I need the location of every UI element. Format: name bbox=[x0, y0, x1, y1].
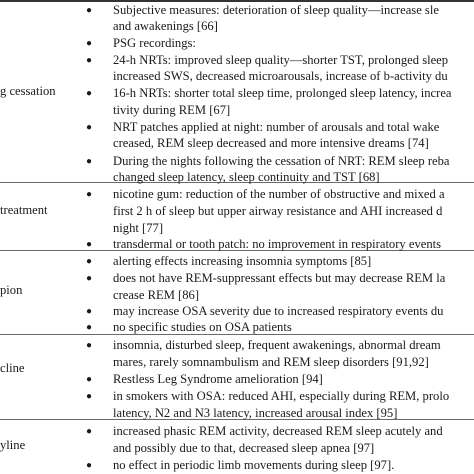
bullet-icon: ● bbox=[86, 273, 93, 284]
entry-line: does not have REM-suppressant effects but may decrease REM la bbox=[113, 271, 446, 285]
bullet-icon: ● bbox=[86, 374, 93, 385]
entry-line: in smokers with OSA: reduced AHI, especially during REM, prolo bbox=[113, 389, 450, 403]
bullet-icon: ● bbox=[86, 256, 93, 267]
bullet-icon: ● bbox=[86, 5, 93, 16]
entry-line: creased, REM sleep decreased and more intensive dreams [74] bbox=[113, 136, 429, 150]
entry-line: insomnia, disturbed sleep, frequent awakenings, abnormal dream bbox=[113, 338, 441, 352]
entry-line: and possibly due to that, decreased sleep apnea [97] bbox=[113, 441, 375, 455]
bullet-icon: ● bbox=[86, 38, 93, 49]
entry-line: nicotine gum: reduction of the number of obstructive and mixed a bbox=[113, 187, 445, 201]
entry-line: night [77] bbox=[113, 221, 164, 235]
entry-line: During the nights following the cessation of NRT: REM sleep reba bbox=[113, 154, 450, 168]
row-label: treatment bbox=[0, 203, 48, 217]
bullet-icon: ● bbox=[86, 88, 93, 99]
entry-line: NRT patches applied at night: number of arousals and total wake bbox=[113, 120, 440, 134]
bullet-icon: ● bbox=[86, 460, 93, 471]
bullet-icon: ● bbox=[86, 391, 93, 402]
entry-line: transdermal or tooth patch: no improvement in respiratory events bbox=[113, 237, 442, 251]
bullet-icon: ● bbox=[86, 55, 93, 66]
entry-line: tivity during REM [67] bbox=[113, 103, 231, 117]
entry-line: PSG recordings: bbox=[113, 36, 196, 50]
entry-line: 16-h NRTs: shorter total sleep time, prolonged sleep latency, increa bbox=[113, 86, 452, 100]
bullet-icon: ● bbox=[86, 306, 93, 317]
entry-line: 24-h NRTs: improved sleep quality—shorter TST, prolonged sleep bbox=[113, 53, 449, 67]
entry-line: may increase OSA severity due to increased respiratory events du bbox=[113, 304, 444, 318]
bullet-icon: ● bbox=[86, 189, 93, 200]
entry-line: no effect in periodic limb movements during sleep [97]. bbox=[113, 458, 395, 472]
entry-line: Subjective measures: deterioration of sleep quality—increase sle bbox=[113, 3, 439, 17]
row-label: pion bbox=[0, 283, 23, 297]
bullet-icon: ● bbox=[86, 322, 93, 333]
bullet-icon: ● bbox=[86, 340, 93, 351]
entry-line: crease REM [86] bbox=[113, 288, 200, 302]
bullet-icon: ● bbox=[86, 156, 93, 167]
entry-line: changed sleep latency, sleep continuity and TST [68] bbox=[113, 170, 380, 184]
entry-line: Restless Leg Syndrome amelioration [94] bbox=[113, 372, 323, 386]
entry-line: first 2 h of sleep but upper airway resistance and AHI increased d bbox=[113, 204, 443, 218]
entry-line: mares, rarely somnambulism and REM sleep disorders [91,92] bbox=[113, 355, 429, 369]
entry-line: increased phasic REM activity, decreased REM sleep acutely and bbox=[113, 424, 443, 438]
row-label: cline bbox=[0, 361, 25, 375]
row-label: yline bbox=[0, 438, 26, 452]
bullet-icon: ● bbox=[86, 239, 93, 250]
bullet-icon: ● bbox=[86, 426, 93, 437]
bullet-icon: ● bbox=[86, 122, 93, 133]
entry-line: alerting effects increasing insomnia symptoms [85] bbox=[113, 254, 372, 268]
row-label: g cessation bbox=[0, 84, 56, 98]
entry-line: and awakenings [66] bbox=[113, 19, 218, 33]
entry-line: increased SWS, decreased microarousals, increase of b-activity du bbox=[113, 69, 448, 83]
entry-line: no specific studies on OSA patients bbox=[113, 320, 292, 334]
entry-line: latency, N2 and N3 latency, increased arousal index [95] bbox=[113, 406, 398, 420]
